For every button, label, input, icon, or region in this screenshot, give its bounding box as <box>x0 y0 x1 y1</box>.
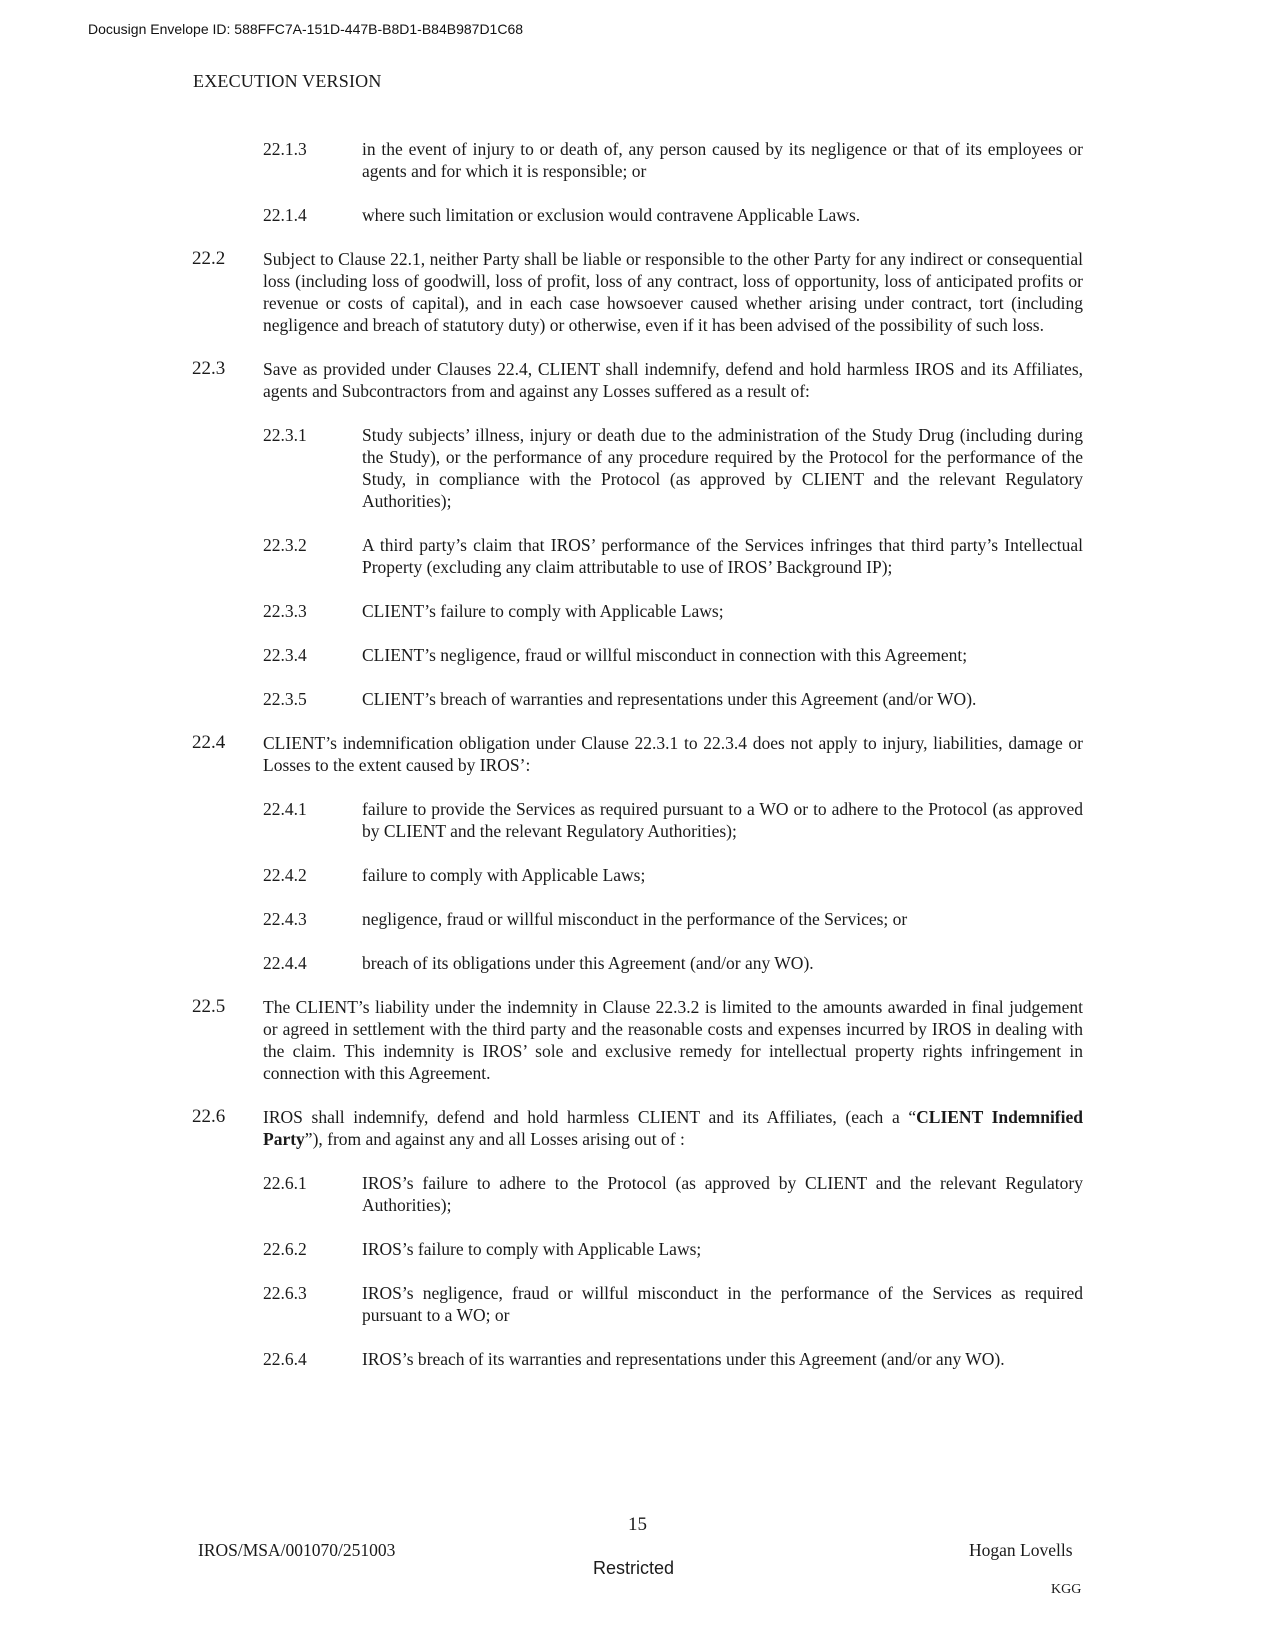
subclause-22-3-2 <box>0 534 1275 578</box>
docusign-envelope-id: Docusign Envelope ID: 588FFC7A-151D-447B-B8D1-B84B987D1C68 <box>88 21 524 37</box>
subclause-text: where such limitation or exclusion would contravene Applicable Laws. <box>362 205 861 225</box>
subclause-number: 22.1.3 <box>263 139 307 159</box>
subclause-number: 22.3.4 <box>263 645 307 665</box>
initials: KGG <box>1051 1582 1082 1597</box>
subclause-22-4-4 <box>0 952 1275 974</box>
subclause-text: A third party’s claim that IROS’ performance of the Services infringes that third party’s Intellectual Property (excluding any claim attributable to use of IROS’ Background IP); <box>362 535 1083 577</box>
subclause-text: CLIENT’s negligence, fraud or willful misconduct in connection with this Agreement; <box>362 645 968 665</box>
subclause-number: 22.6.3 <box>263 1283 307 1303</box>
clause-text: The CLIENT’s liability under the indemnity in Clause 22.3.2 is limited to the amounts awarded in final judgement or agreed in settlement with the third party and the reasonable costs and expenses incurred by IROS in dealing with the claim. This indemnity is IROS’ sole and exclusive remedy for intellectual property rights infringement in connection with this Agreement. <box>263 997 1083 1083</box>
subclause-text: negligence, fraud or willful misconduct in the performance of the Services; or <box>362 909 908 929</box>
subclause-text: breach of its obligations under this Agreement (and/or any WO). <box>362 953 814 973</box>
clause-number: 22.4 <box>192 732 226 753</box>
clause-22-2 <box>0 248 1275 336</box>
subclause-22-3-4 <box>0 644 1275 666</box>
clause-22-4 <box>0 732 1275 776</box>
subclause-text: CLIENT’s breach of warranties and representations under this Agreement (and/or WO). <box>362 689 977 709</box>
subclause-text: in the event of injury to or death of, any person caused by its negligence or that of its employees or agents and for which it is responsible; or <box>362 139 1083 181</box>
clause-text-part-b: ”), from and against any and all Losses arising out of : <box>304 1129 685 1149</box>
subclause-22-1-3 <box>0 138 1275 182</box>
subclause-text: IROS’s failure to adhere to the Protocol (as approved by CLIENT and the relevant Regulatory Authorities); <box>362 1173 1083 1215</box>
subclause-number: 22.4.4 <box>263 953 307 973</box>
subclause-number: 22.4.2 <box>263 865 307 885</box>
subclause-number: 22.3.3 <box>263 601 307 621</box>
classification-label: Restricted <box>593 1558 675 1578</box>
subclause-text: failure to provide the Services as required pursuant to a WO or to adhere to the Protocol (as approved by CLIENT and the relevant Regulatory Authorities); <box>362 799 1083 841</box>
subclause-22-3-5 <box>0 688 1275 710</box>
subclause-number: 22.4.1 <box>263 799 307 819</box>
subclause-22-4-1 <box>0 798 1275 842</box>
document-body <box>0 138 1275 1392</box>
clause-text: Save as provided under Clauses 22.4, CLIENT shall indemnify, defend and hold harmless IROS and its Affiliates, agents and Subcontractors from and against any Losses suffered as a result of: <box>263 359 1083 401</box>
subclause-number: 22.1.4 <box>263 205 307 225</box>
clause-number: 22.6 <box>192 1106 226 1127</box>
subclause-number: 22.6.4 <box>263 1349 307 1369</box>
subclause-22-4-3 <box>0 908 1275 930</box>
subclause-22-1-4 <box>0 204 1275 226</box>
clause-22-5 <box>0 996 1275 1084</box>
subclause-text: IROS’s breach of its warranties and representations under this Agreement (and/or any WO). <box>362 1349 1005 1369</box>
defined-term: CLIENT Indemnified Party <box>263 1107 1083 1149</box>
subclause-number: 22.3.5 <box>263 689 307 709</box>
subclause-text: CLIENT’s failure to comply with Applicable Laws; <box>362 601 724 621</box>
subclause-text: IROS’s negligence, fraud or willful misconduct in the performance of the Services as required pursuant to a WO; or <box>362 1283 1083 1325</box>
subclause-22-3-1 <box>0 424 1275 512</box>
subclause-22-3-3 <box>0 600 1275 622</box>
clause-text-part-a: IROS shall indemnify, defend and hold harmless CLIENT and its Affiliates, (each a “ <box>263 1107 917 1127</box>
page-number: 15 <box>628 1514 647 1535</box>
execution-version-label: EXECUTION VERSION <box>193 71 382 91</box>
subclause-number: 22.3.1 <box>263 425 307 445</box>
subclause-22-4-2 <box>0 864 1275 886</box>
clause-text: CLIENT’s indemnification obligation under Clause 22.3.1 to 22.3.4 does not apply to injury, liabilities, damage or Losses to the extent caused by IROS’: <box>263 733 1083 775</box>
clause-number: 22.2 <box>192 248 226 269</box>
subclause-22-6-2 <box>0 1238 1275 1260</box>
clause-22-3 <box>0 358 1275 402</box>
subclause-number: 22.6.1 <box>263 1173 307 1193</box>
subclause-22-6-4 <box>0 1348 1275 1370</box>
law-firm-name: Hogan Lovells <box>969 1540 1073 1560</box>
subclause-number: 22.6.2 <box>263 1239 307 1259</box>
clause-text <box>263 1106 1083 1150</box>
subclause-22-6-1 <box>0 1172 1275 1216</box>
subclause-text: failure to comply with Applicable Laws; <box>362 865 646 885</box>
subclause-text: Study subjects’ illness, injury or death due to the administration of the Study Drug (including during the Study), or the performance of any procedure required by the Protocol for the performance of the Study, in compliance with the Protocol (as approved by CLIENT and the relevant Regulatory Authorities); <box>362 425 1083 511</box>
subclause-22-6-3 <box>0 1282 1275 1326</box>
clause-22-6 <box>0 1106 1275 1150</box>
clause-number: 22.3 <box>192 358 226 379</box>
clause-number: 22.5 <box>192 996 226 1017</box>
clause-text: Subject to Clause 22.1, neither Party shall be liable or responsible to the other Party for any indirect or consequential loss (including loss of goodwill, loss of profit, loss of any contract, loss of opportunity, loss of anticipated profits or revenue or costs of capital), and in each case howsoever caused whether arising under contract, tort (including negligence and breach of statutory duty) or otherwise, even if it has been advised of the possibility of such loss. <box>263 249 1083 335</box>
subclause-text: IROS’s failure to comply with Applicable Laws; <box>362 1239 702 1259</box>
document-reference: IROS/MSA/001070/251003 <box>198 1540 396 1560</box>
subclause-number: 22.4.3 <box>263 909 307 929</box>
subclause-number: 22.3.2 <box>263 535 307 555</box>
